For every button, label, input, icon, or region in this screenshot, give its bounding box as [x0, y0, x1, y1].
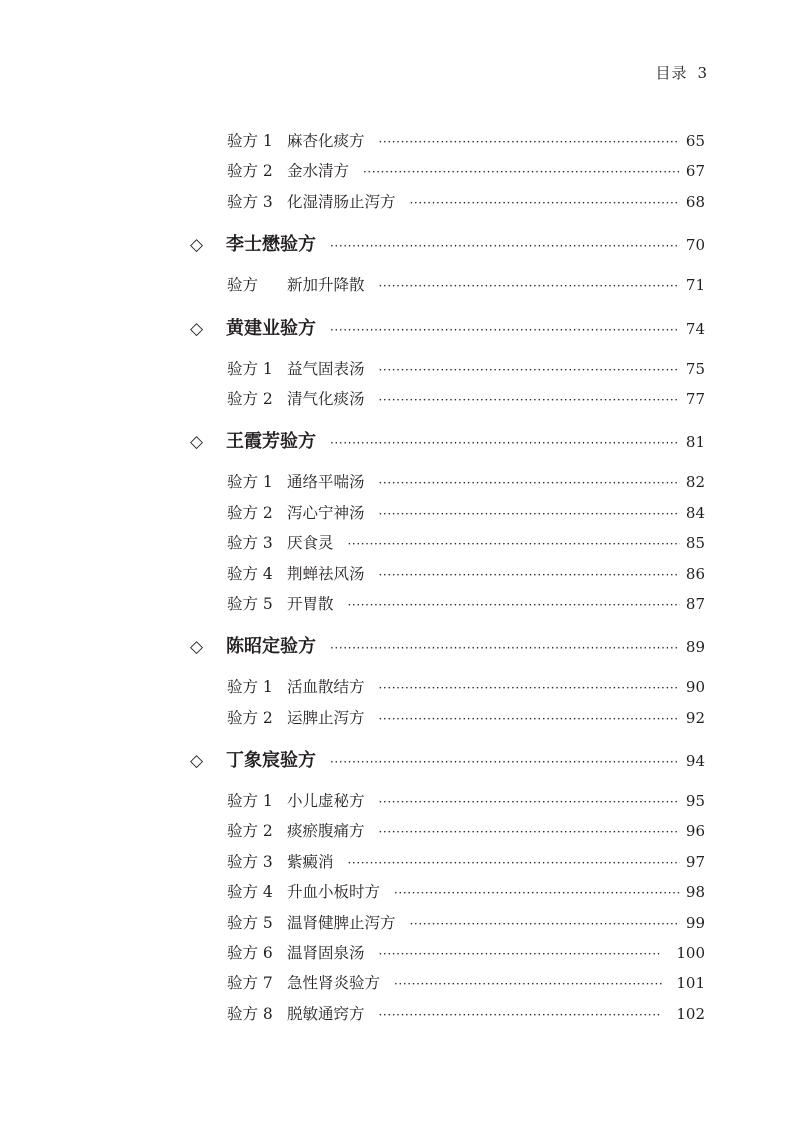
header-page-number: 3: [697, 64, 708, 82]
toc-entry-title: 通络平喘汤: [287, 473, 365, 492]
dot-leader: [379, 673, 680, 703]
dot-leader: [348, 848, 680, 878]
dot-leader: [379, 355, 680, 385]
toc-page-number: 75: [685, 359, 705, 378]
toc-page-number: 84: [685, 503, 705, 522]
dot-leader: [330, 228, 680, 264]
toc-page-number: 77: [685, 389, 705, 408]
toc-section-heading[interactable]: [0, 743, 705, 779]
toc-page-number: 68: [685, 192, 705, 211]
dot-leader: [379, 385, 680, 415]
toc-entry-title: 温肾健脾止泻方: [287, 913, 396, 932]
toc-page-number: 67: [685, 162, 705, 181]
toc-entry-label: 验方 1: [227, 792, 273, 811]
toc-page-number: 82: [685, 473, 705, 492]
dot-leader: [410, 188, 680, 218]
toc-entry-title: 益气固表汤: [287, 359, 365, 378]
toc-entry-title: 厌食灵: [287, 534, 334, 553]
toc-page-number: 99: [685, 913, 705, 932]
toc-page-number: 92: [685, 708, 705, 727]
toc-entry-title: 王霞芳验方: [226, 431, 316, 453]
toc-entry-label: 验方 8: [227, 1004, 273, 1023]
toc-entry-title: 李士懋验方: [226, 234, 316, 256]
header-title: 目录: [655, 64, 688, 82]
toc-page-number: 102: [676, 1004, 705, 1023]
toc-page-number: 74: [685, 319, 705, 338]
toc-page-number: 90: [685, 678, 705, 697]
dot-leader: [379, 499, 680, 529]
diamond-icon: ◇: [190, 637, 204, 658]
dot-leader: [379, 127, 680, 157]
toc-page-number: 98: [685, 883, 705, 902]
toc-entry[interactable]: [0, 847, 705, 877]
toc-entry-label: 验方 4: [227, 883, 273, 902]
toc-page-number: 81: [685, 433, 705, 452]
diamond-icon: ◇: [190, 318, 204, 339]
toc-entry-label: 验方 4: [227, 564, 273, 583]
toc-section-heading[interactable]: [0, 311, 705, 347]
dot-leader: [379, 704, 680, 734]
dot-leader: [410, 909, 680, 939]
toc-entry[interactable]: [0, 528, 705, 558]
toc-entry-title: 化湿清肠止泻方: [287, 192, 396, 211]
toc-page-number: 101: [676, 974, 705, 993]
dot-leader: [379, 1000, 663, 1030]
toc-entry-label: 验方 3: [227, 534, 273, 553]
toc-entry-title: 急性肾炎验方: [287, 974, 381, 993]
toc-entry-label: 验方 2: [227, 389, 273, 408]
toc-entry-title: 黄建业验方: [226, 317, 316, 339]
dot-leader: [363, 157, 680, 187]
toc-entry-label: 验方 3: [227, 192, 273, 211]
dot-leader: [330, 312, 680, 348]
dot-leader: [379, 787, 680, 817]
toc-entry-title: 小儿虚秘方: [287, 792, 365, 811]
diamond-icon: ◇: [190, 751, 204, 772]
toc-page-number: 65: [685, 132, 705, 150]
toc-entry[interactable]: [0, 467, 705, 497]
toc-entry[interactable]: [0, 589, 705, 619]
page-header: [655, 62, 708, 83]
toc-entry-label: 验方 6: [227, 944, 273, 963]
toc-entry[interactable]: [0, 968, 705, 998]
toc-entry[interactable]: [0, 672, 705, 702]
toc-section-heading[interactable]: [0, 227, 705, 263]
dot-leader: [348, 529, 680, 559]
toc-entry-title: 运脾止泻方: [287, 708, 365, 727]
toc-entry-title: 活血散结方: [287, 678, 365, 697]
dot-leader: [330, 744, 680, 780]
toc-entry-label: 验方: [227, 276, 259, 295]
toc-entry-title: 脱敏通窍方: [287, 1004, 365, 1023]
dot-leader: [348, 590, 680, 620]
toc-page-number: 100: [676, 944, 705, 963]
toc-entry[interactable]: [0, 156, 705, 186]
toc-entry-title: 升血小板时方: [287, 883, 381, 902]
table-of-contents: [0, 126, 800, 1029]
toc-entry-label: 验方 2: [227, 708, 273, 727]
toc-entry-label: 验方 2: [227, 162, 273, 181]
toc-entry-label: 验方 2: [227, 822, 273, 841]
dot-leader: [330, 425, 680, 461]
toc-page-number: 71: [685, 276, 705, 295]
toc-entry-title: 痰瘀腹痛方: [287, 822, 365, 841]
dot-leader: [379, 271, 680, 301]
toc-entry-title: 新加升降散: [287, 276, 365, 295]
toc-entry-label: 验方 1: [227, 473, 273, 492]
toc-entry-title: 紫癜消: [287, 852, 334, 871]
dot-leader: [394, 969, 662, 999]
toc-entry-title: 泻心宁神汤: [287, 503, 365, 522]
dot-leader: [379, 468, 680, 498]
dot-leader: [379, 560, 680, 590]
toc-entry[interactable]: [0, 354, 705, 384]
toc-page-number: 94: [685, 752, 705, 771]
toc-entry[interactable]: [0, 908, 705, 938]
toc-entry[interactable]: [0, 384, 705, 414]
toc-entry-label: 验方 7: [227, 974, 273, 993]
toc-entry[interactable]: [0, 703, 705, 733]
toc-entry[interactable]: [0, 816, 705, 846]
toc-entry[interactable]: [0, 938, 705, 968]
diamond-icon: ◇: [190, 235, 204, 256]
dot-leader: [379, 817, 680, 847]
toc-entry-label: 验方 1: [227, 359, 273, 378]
toc-entry[interactable]: [0, 270, 705, 300]
toc-entry-label: 验方 5: [227, 913, 273, 932]
toc-entry-title: 金水清方: [287, 162, 350, 181]
toc-entry-title: 陈昭定验方: [226, 636, 316, 658]
toc-entry-label: 验方 2: [227, 503, 273, 522]
dot-leader: [379, 939, 663, 969]
toc-entry-label: 验方 5: [227, 594, 273, 613]
toc-section-heading[interactable]: [0, 424, 705, 460]
toc-entry[interactable]: [0, 126, 705, 156]
toc-page-number: 70: [685, 236, 705, 255]
toc-page-number: 97: [685, 852, 705, 871]
toc-page-number: 95: [685, 792, 705, 811]
dot-leader: [394, 878, 680, 908]
toc-page-number: 89: [685, 638, 705, 657]
toc-entry-label: 验方 1: [227, 678, 273, 697]
toc-entry-label: 验方 3: [227, 852, 273, 871]
toc-entry-title: 荆蝉祛风汤: [287, 564, 365, 583]
toc-page-number: 87: [685, 594, 705, 613]
toc-entry-title: 清气化痰汤: [287, 389, 365, 408]
toc-entry[interactable]: [0, 559, 705, 589]
toc-page-number: 86: [685, 564, 705, 583]
toc-entry-title: 温肾固泉汤: [287, 944, 365, 963]
dot-leader: [330, 630, 680, 666]
toc-entry[interactable]: [0, 877, 705, 907]
toc-page-number: 96: [685, 822, 705, 841]
toc-entry[interactable]: [0, 999, 705, 1029]
toc-section-heading[interactable]: [0, 629, 705, 665]
toc-entry-title: 开胃散: [287, 594, 334, 613]
toc-page-number: 85: [685, 534, 705, 553]
toc-entry[interactable]: [0, 786, 705, 816]
toc-entry-label: 验方 1: [227, 132, 273, 150]
toc-entry[interactable]: [0, 498, 705, 528]
toc-entry[interactable]: [0, 187, 705, 217]
toc-entry-title: 麻杏化痰方: [287, 132, 365, 150]
toc-entry-title: 丁象宸验方: [226, 750, 316, 772]
diamond-icon: ◇: [190, 432, 204, 453]
